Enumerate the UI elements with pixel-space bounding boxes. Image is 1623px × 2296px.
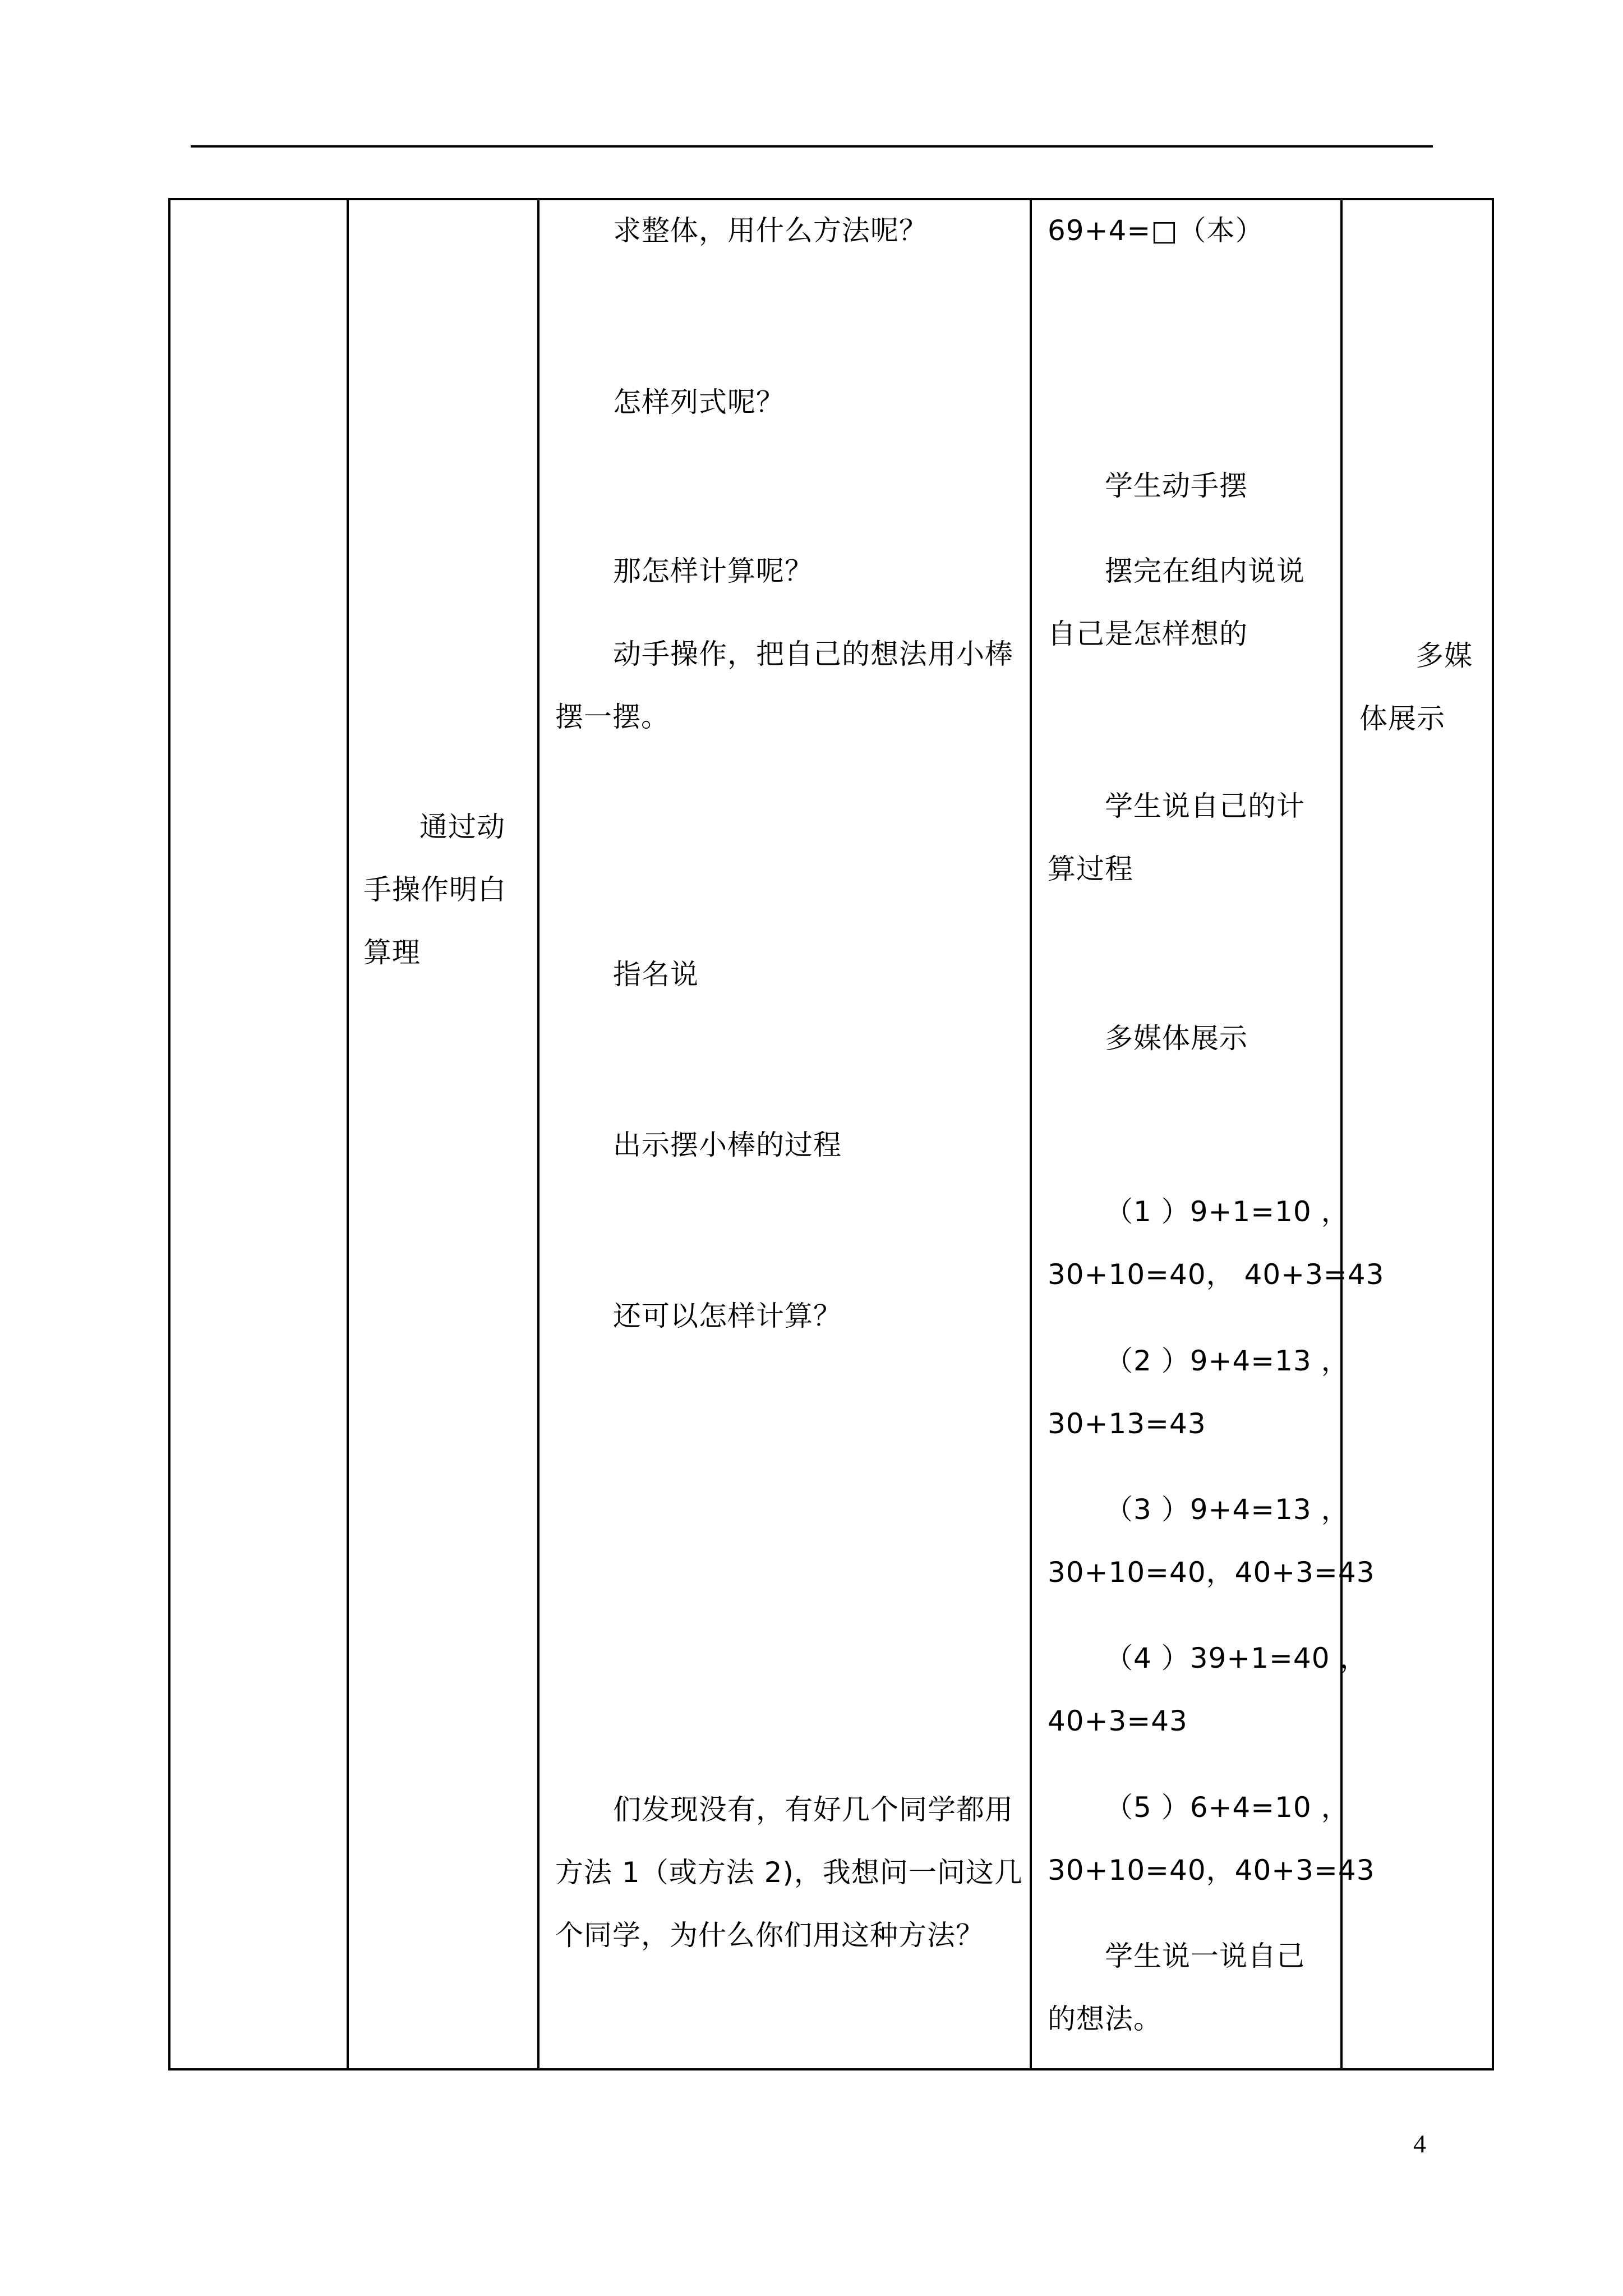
teacher-text: 们发现没有，有好几个同学都用 — [613, 1793, 1013, 1826]
student-text: 学生说自己的计 — [1105, 790, 1305, 822]
student-text: 30+13=43 — [1048, 1407, 1206, 1440]
goal-text: 通过动 — [419, 811, 505, 843]
student-text: 30+10=40，40+3=43 — [1048, 1854, 1375, 1887]
column-divider — [1030, 198, 1032, 2070]
teacher-text: 方法 1（或方法 2)，我想问一问这几 — [555, 1856, 1023, 1889]
goal-text: 算理 — [363, 936, 421, 969]
page-number: 4 — [1413, 2129, 1426, 2158]
teacher-text: 指名说 — [613, 958, 699, 991]
media-text: 体展示 — [1359, 702, 1445, 735]
teacher-text: 出示摆小棒的过程 — [613, 1129, 842, 1161]
student-text: 69+4=□（本） — [1048, 214, 1264, 247]
student-text: （1 ）9+1=10 ， — [1105, 1195, 1350, 1228]
student-text: （3 ）9+4=13 ， — [1105, 1493, 1350, 1526]
student-text: 30+10=40，40+3=43 — [1048, 1556, 1375, 1589]
student-text: 摆完在组内说说 — [1105, 555, 1305, 587]
student-text: （5 ）6+4=10 ， — [1105, 1791, 1350, 1824]
student-text: 学生说一说自己 — [1105, 1940, 1305, 1972]
teacher-text: 那怎样计算呢？ — [613, 555, 813, 587]
teacher-text: 动手操作，把自己的想法用小棒 — [613, 638, 1013, 670]
goal-text: 手操作明白 — [363, 873, 506, 906]
student-text: 多媒体展示 — [1105, 1022, 1248, 1055]
teacher-text: 还可以怎样计算？ — [613, 1300, 842, 1332]
media-text: 多媒 — [1415, 639, 1473, 672]
student-text: 学生动手摆 — [1105, 470, 1248, 502]
student-text: 30+10=40， 40+3=43 — [1048, 1258, 1385, 1291]
teacher-text: 个同学，为什么你们用这种方法？ — [555, 1919, 984, 1952]
header-rule — [191, 145, 1433, 148]
teacher-text: 求整体，用什么方法呢？ — [613, 214, 928, 247]
student-text: 自己是怎样想的 — [1048, 618, 1248, 650]
student-text: 算过程 — [1048, 853, 1133, 885]
student-text: 40+3=43 — [1048, 1705, 1188, 1737]
teacher-text: 摆一摆。 — [555, 701, 670, 733]
column-divider — [347, 198, 349, 2070]
column-divider — [537, 198, 540, 2070]
student-text: （4 ）39+1=40 ， — [1105, 1642, 1368, 1674]
teacher-text: 怎样列式呢？ — [613, 386, 785, 418]
student-text: （2 ）9+4=13 ， — [1105, 1345, 1350, 1377]
student-text: 的想法。 — [1048, 2003, 1162, 2035]
